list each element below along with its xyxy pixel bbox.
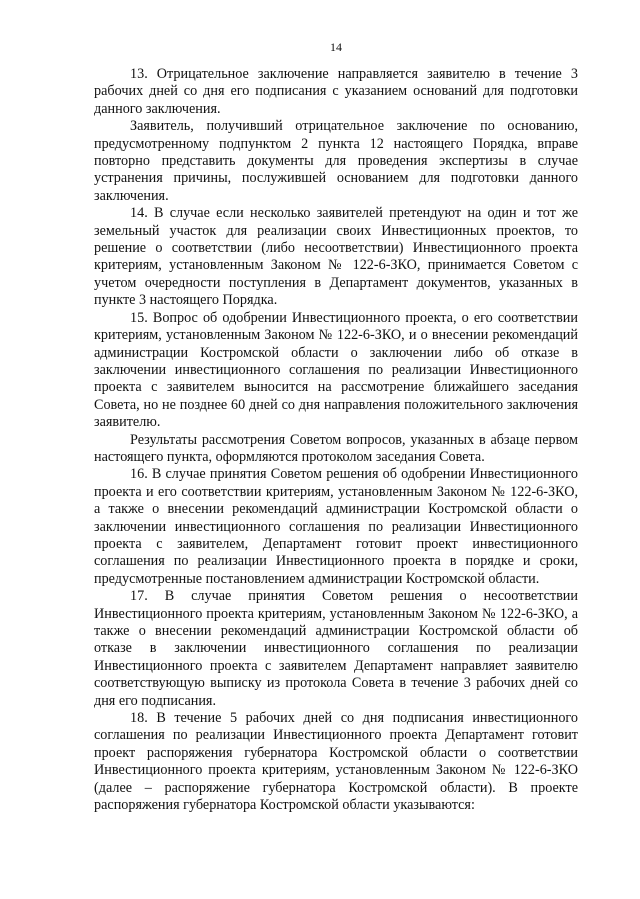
paragraph-17: 17. В случае принятия Советом решения о несоответствии Инвестиционного проекта критериям, установленным Законом № 122-6-ЗКО, а также о внесении рекомендаций администрации Костромской области об отказе в заключении инвестиционного соглашения по реализации Инвестиционного проекта с заявителем Департамент направляет заявителю соответствующую выписку из протокола Совета в течение 3 рабочих дней со дня его подписания. <box>94 588 578 709</box>
paragraph-15-results: Результаты рассмотрения Советом вопросов, указанных в абзаце первом настоящего пункта, оформляются протоколом заседания Совета. <box>94 431 578 465</box>
paragraph-13-applicant: Заявитель, получивший отрицательное заключение по основанию, предусмотренному подпунктом 2 пункта 12 настоящего Порядка, вправе повторно представить документы для проведения экспертизы в случае устранения причины, послужившей основанием для подготовки данного заключения. <box>94 118 578 204</box>
paragraph-18: 18. В течение 5 рабочих дней со дня подписания инвестиционного соглашения по реализации Инвестиционного проекта Департамент готовит проект распоряжения губернатора Костромской области о соответствии Инвестиционного проекта критериям, установленным Законом № 122-6-ЗКО (далее – распоряжение губернатора Костромской области). В проекте распоряжения губернатора Костромской области указываются: <box>94 710 578 814</box>
paragraph-14: 14. В случае если несколько заявителей претендуют на один и тот же земельный участок для реализации своих Инвестиционных проектов, то решение о соответствии (либо несоответствии) Инвестиционного проекта критериям, установленным Законом № 122-6-ЗКО, принимается Советом с учетом очередности поступления в Департамент документов, указанных в пункте 3 настоящего Порядка. <box>94 205 578 309</box>
page-number: 14 <box>330 40 342 54</box>
paragraph-16: 16. В случае принятия Советом решения об одобрении Инвестиционного проекта и его соответствии критериям, установленным Законом № 122-6-ЗКО, а также о внесении рекомендаций администрации Костромской области о заключении инвестиционного соглашения по реализации Инвестиционного проекта с заявителем, Департамент готовит проект инвестиционного соглашения по реализации Инвестиционного проекта в порядке и сроки, предусмотренные постановлением администрации Костромской области. <box>94 466 578 587</box>
paragraph-15: 15. Вопрос об одобрении Инвестиционного проекта, о его соответствии критериям, установленным Законом № 122-6-ЗКО, и о внесении рекомендаций администрации Костромской области о заключении либо об отказе в заключении инвестиционного соглашения по реализации Инвестиционного проекта с заявителем выносится на рассмотрение ближайшего заседания Совета, но не позднее 60 дней со дня направления положительного заключения заявителю. <box>94 309 578 431</box>
paragraph-13: 13. Отрицательное заключение направляется заявителю в течение 3 рабочих дней со дня его подписания с указанием оснований для подготовки данного заключения. <box>94 66 578 117</box>
